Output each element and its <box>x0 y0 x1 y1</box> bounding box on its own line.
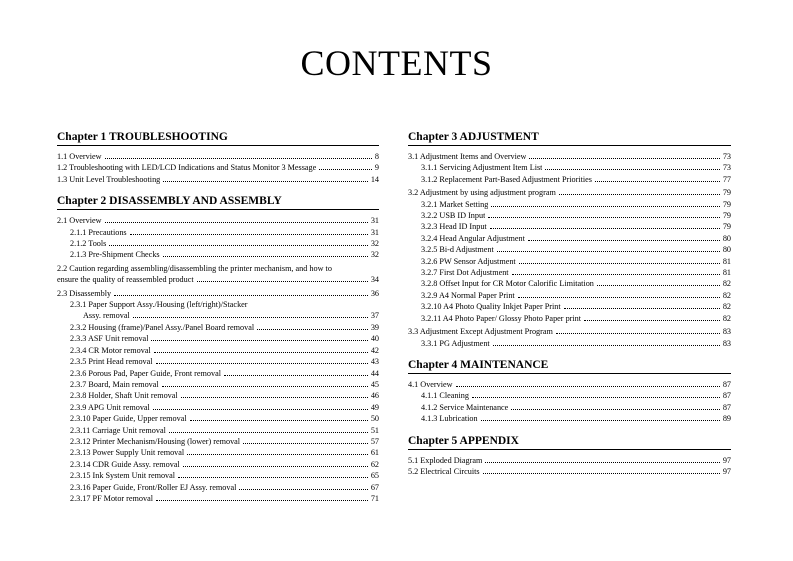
leader-dots <box>597 279 720 286</box>
toc-entry[interactable] <box>408 151 731 162</box>
toc-subentry[interactable] <box>57 333 379 344</box>
toc-entry-page: 80 <box>722 233 731 243</box>
toc-entry-label: 4.1 Overview <box>408 379 453 389</box>
toc-subentry[interactable] <box>408 210 731 221</box>
toc-entry[interactable] <box>57 174 379 185</box>
toc-entry[interactable] <box>408 326 731 337</box>
toc-entry-page: 34 <box>370 275 379 285</box>
leader-dots <box>257 323 368 330</box>
leader-dots <box>183 460 368 467</box>
toc-entry-label: 2.3 Disassembly <box>57 288 112 298</box>
toc-entry-label: 2.3.11 Carriage Unit removal <box>70 425 166 435</box>
toc-subentry[interactable] <box>57 379 379 390</box>
toc-entry-page: 89 <box>722 414 731 424</box>
toc-subentry[interactable] <box>57 413 379 424</box>
leader-dots <box>153 403 368 410</box>
chapter-1-heading[interactable]: Chapter 1 TROUBLESHOOTING <box>57 130 379 146</box>
leader-dots <box>197 275 368 282</box>
toc-right-column <box>408 130 731 477</box>
toc-entry-label: 5.2 Electrical Circuits <box>408 466 480 476</box>
leader-dots <box>518 291 720 298</box>
leader-dots <box>105 152 372 159</box>
toc-subentry[interactable] <box>57 322 379 333</box>
toc-entry-page: 73 <box>722 163 731 173</box>
leader-dots <box>490 222 720 229</box>
toc-entry-label: 3.3.1 PG Adjustment <box>421 338 490 348</box>
toc-subentry[interactable] <box>408 313 731 324</box>
toc-entry-label: 2.3.15 Ink System Unit removal <box>70 471 176 481</box>
leader-dots <box>584 314 720 321</box>
toc-entry-label: 2.1.1 Precautions <box>70 227 127 237</box>
toc-subentry[interactable] <box>408 278 731 289</box>
toc-subentry[interactable] <box>57 249 379 260</box>
toc-entry-page: 45 <box>370 379 379 389</box>
toc-entry-label: 4.1.3 Lubrication <box>421 414 478 424</box>
toc-entry-page: 46 <box>370 391 379 401</box>
toc-entry-label: 3.2.3 Head ID Input <box>421 222 487 232</box>
toc-entry-label: 3.2.11 A4 Photo Paper/ Glossy Photo Paper print <box>421 313 582 323</box>
toc-subentry[interactable] <box>408 162 731 173</box>
toc-entry-page: 36 <box>370 288 379 298</box>
toc-entry-label: 3.1.2 Replacement Part-Based Adjustment Priorities <box>421 174 592 184</box>
toc-entry-page: 31 <box>370 227 379 237</box>
toc-entry-page: 87 <box>722 391 731 401</box>
chapter-1-entries <box>57 151 379 185</box>
toc-subentry[interactable] <box>408 256 731 267</box>
toc-entry-page: 81 <box>722 256 731 266</box>
leader-dots <box>559 188 720 195</box>
toc-entry[interactable] <box>57 151 379 162</box>
toc-entry-label: 3.2.2 USB ID Input <box>421 211 486 221</box>
leader-dots <box>105 216 368 223</box>
leader-dots <box>491 200 720 207</box>
toc-entry-page: 97 <box>722 466 731 476</box>
toc-entry-label: 2.1 Overview <box>57 216 102 226</box>
toc-entry-label: 2.1.3 Pre-Shipment Checks <box>70 250 160 260</box>
leader-dots <box>481 414 720 421</box>
toc-subentry[interactable] <box>57 402 379 413</box>
leader-dots <box>169 426 368 433</box>
leader-dots <box>512 268 720 275</box>
toc-entry-page: 37 <box>370 311 379 321</box>
toc-subentry[interactable] <box>57 459 379 470</box>
toc-subentry[interactable] <box>408 221 731 232</box>
toc-entry-page: 61 <box>370 448 379 458</box>
toc-entry-page: 8 <box>374 152 379 161</box>
toc-subentry[interactable] <box>57 493 379 504</box>
toc-entry-page: 40 <box>370 334 379 344</box>
chapter-5-entries <box>408 455 731 478</box>
toc-entry-label: 2.3.2 Housing (frame)/Panel Assy./Panel Board removal <box>70 322 255 332</box>
leader-dots <box>564 302 720 309</box>
toc-subentry[interactable] <box>57 238 379 249</box>
toc-subentry[interactable] <box>408 402 731 413</box>
toc-entry-page: 14 <box>370 174 379 184</box>
toc-entry-label: 2.3.8 Holder, Shaft Unit removal <box>70 391 178 401</box>
leader-dots <box>190 414 368 421</box>
toc-entry-page: 67 <box>370 482 379 492</box>
toc-entry-wrapped-line-1[interactable] <box>57 263 379 274</box>
toc-entry-page: 50 <box>370 414 379 424</box>
chapter-4-heading[interactable]: Chapter 4 MAINTENANCE <box>408 358 731 374</box>
leader-dots <box>545 163 719 170</box>
toc-entry-label: 2.3.17 PF Motor removal <box>70 493 154 503</box>
toc-entry-page: 49 <box>370 402 379 412</box>
leader-dots <box>156 357 368 364</box>
toc-entry-label: 2.3.13 Power Supply Unit removal <box>70 448 185 458</box>
leader-dots <box>187 448 368 455</box>
leader-dots <box>133 311 368 318</box>
leader-dots <box>556 327 720 334</box>
toc-entry[interactable] <box>408 455 731 466</box>
leader-dots <box>181 391 368 398</box>
toc-entry-label: ensure the quality of reassembled product <box>57 275 194 285</box>
toc-entry[interactable] <box>57 215 379 226</box>
toc-subentry[interactable] <box>57 482 379 493</box>
toc-subentry[interactable] <box>408 413 731 424</box>
toc-subentry[interactable] <box>408 267 731 278</box>
toc-entry-page: 79 <box>722 222 731 232</box>
leader-dots <box>163 250 368 257</box>
toc-entry-page: 39 <box>370 322 379 332</box>
toc-entry-page: 82 <box>722 290 731 300</box>
leader-dots <box>224 369 368 376</box>
toc-entry-label: 2.3.5 Print Head removal <box>70 357 153 367</box>
toc-entry-page: 79 <box>722 211 731 221</box>
leader-dots <box>483 467 720 474</box>
toc-subentry[interactable] <box>57 368 379 379</box>
toc-entry-label: 5.1 Exploded Diagram <box>408 455 483 465</box>
toc-entry-page: 79 <box>722 188 731 198</box>
toc-entry-page: 83 <box>722 327 731 337</box>
chapter-3-heading[interactable]: Chapter 3 ADJUSTMENT <box>408 130 731 146</box>
toc-subentry[interactable] <box>408 199 731 210</box>
leader-dots <box>319 163 372 170</box>
toc-entry-label: 1.2 Troubleshooting with LED/LCD Indications and Status Monitor 3 Message <box>57 163 317 173</box>
chapter-3-entries <box>408 151 731 349</box>
toc-entry-label: Assy. removal <box>83 311 130 321</box>
toc-entry-label: 2.3.14 CDR Guide Assy. removal <box>70 459 180 469</box>
toc-entry-page: 81 <box>722 268 731 278</box>
toc-entry-label: 3.1.1 Servicing Adjustment Item List <box>421 163 543 173</box>
toc-entry-label: 3.2 Adjustment by using adjustment program <box>408 188 556 198</box>
toc-entry-label: 2.3.6 Porous Pad, Paper Guide, Front removal <box>70 368 221 378</box>
toc-entry-label: 3.2.4 Head Angular Adjustment <box>421 233 525 243</box>
leader-dots <box>130 228 368 235</box>
chapter-2-heading[interactable]: Chapter 2 DISASSEMBLY AND ASSEMBLY <box>57 194 379 210</box>
toc-entry-label: 1.1 Overview <box>57 152 102 161</box>
toc-entry-page: 97 <box>722 455 731 465</box>
toc-entry-wrapped-line-2[interactable] <box>57 274 379 285</box>
toc-entry[interactable] <box>408 187 731 198</box>
toc-entry-label: 3.2.1 Market Setting <box>421 199 489 209</box>
toc-subentry[interactable] <box>408 233 731 244</box>
leader-dots <box>154 346 368 353</box>
toc-entry[interactable] <box>408 379 731 390</box>
leader-dots <box>178 471 368 478</box>
toc-entry-label: 3.2.8 Offset Input for CR Motor Calorific Limitation <box>421 279 594 289</box>
toc-entry-page: 73 <box>722 152 731 161</box>
leader-dots <box>529 152 719 159</box>
toc-entry-label: 3.2.5 Bi-d Adjustment <box>421 245 494 255</box>
chapter-4-entries <box>408 379 731 425</box>
toc-entry[interactable] <box>408 466 731 477</box>
toc-left-column <box>57 130 379 504</box>
toc-entry-label: 3.2.9 A4 Normal Paper Print <box>421 290 515 300</box>
toc-entry-page: 82 <box>722 302 731 312</box>
leader-dots <box>497 245 720 252</box>
toc-subentry[interactable] <box>57 356 379 367</box>
toc-subentry[interactable] <box>408 174 731 185</box>
toc-entry-label: 4.1.2 Service Maintenance <box>421 402 509 412</box>
toc-entry-page: 71 <box>370 493 379 503</box>
toc-entry-label: 2.3.7 Board, Main removal <box>70 379 159 389</box>
toc-subentry[interactable] <box>57 390 379 401</box>
toc-entry-page: 82 <box>722 279 731 289</box>
leader-dots <box>595 175 720 182</box>
leader-dots <box>114 289 368 296</box>
leader-dots <box>519 257 720 264</box>
toc-entry-page: 9 <box>374 163 379 173</box>
toc-entry-label: 2.3.4 CR Motor removal <box>70 345 151 355</box>
toc-entry-page: 80 <box>722 245 731 255</box>
toc-entry-page: 82 <box>722 313 731 323</box>
toc-entry-page: 79 <box>722 199 731 209</box>
toc-entry[interactable] <box>57 162 379 173</box>
leader-dots <box>162 380 368 387</box>
toc-entry-page: 87 <box>722 379 731 389</box>
toc-entry-label: 3.3 Adjustment Except Adjustment Program <box>408 327 553 337</box>
leader-dots <box>456 380 720 387</box>
leader-dots <box>511 403 720 410</box>
toc-entry-page: 51 <box>370 425 379 435</box>
toc-subentry[interactable] <box>57 345 379 356</box>
toc-subentry[interactable] <box>57 425 379 436</box>
toc-entry-label: 3.2.7 First Dot Adjustment <box>421 268 509 278</box>
toc-entry-page: 57 <box>370 436 379 446</box>
leader-dots <box>528 234 720 241</box>
toc-subentry[interactable] <box>57 436 379 447</box>
toc-entry[interactable] <box>57 288 379 299</box>
chapter-5-heading[interactable]: Chapter 5 APPENDIX <box>408 434 731 450</box>
toc-entry-page: 87 <box>722 402 731 412</box>
toc-entry-page: 83 <box>722 338 731 348</box>
toc-entry-page: 42 <box>370 345 379 355</box>
leader-dots <box>488 211 719 218</box>
toc-entry-label: 3.1 Adjustment Items and Overview <box>408 152 527 161</box>
toc-entry-label: 3.2.10 A4 Photo Quality Inkjet Paper Print <box>421 302 561 312</box>
toc-subentry[interactable] <box>408 390 731 401</box>
toc-subentry-wrapped-line-1[interactable] <box>57 299 379 310</box>
leader-dots <box>493 339 720 346</box>
toc-entry-label: 2.3.16 Paper Guide, Front/Roller EJ Assy. removal <box>70 482 237 492</box>
toc-entry-label: 2.2 Caution regarding assembling/disassembling the printer mechanism, and how to <box>57 263 332 273</box>
toc-subentry-wrapped-line-2[interactable] <box>57 310 379 321</box>
toc-entry-page: 32 <box>370 250 379 260</box>
toc-entry-label: 1.3 Unit Level Troubleshooting <box>57 174 161 184</box>
toc-entry-page: 44 <box>370 368 379 378</box>
toc-entry-label: 2.3.9 APG Unit removal <box>70 402 150 412</box>
toc-subentry[interactable] <box>408 338 731 349</box>
leader-dots <box>163 175 368 182</box>
toc-subentry[interactable] <box>408 301 731 312</box>
toc-entry-page: 62 <box>370 459 379 469</box>
leader-dots <box>239 483 367 490</box>
leader-dots <box>243 437 368 444</box>
chapter-2-entries <box>57 215 379 504</box>
toc-entry-label: 3.2.6 PW Sensor Adjustment <box>421 256 516 266</box>
toc-subentry[interactable] <box>408 244 731 255</box>
toc-subentry[interactable] <box>57 470 379 481</box>
leader-dots <box>472 391 720 398</box>
toc-subentry[interactable] <box>57 227 379 238</box>
toc-entry-page: 31 <box>370 216 379 226</box>
toc-subentry[interactable] <box>408 290 731 301</box>
leader-dots <box>109 239 367 246</box>
toc-entry-page: 77 <box>722 174 731 184</box>
leader-dots <box>156 494 368 501</box>
page-title: CONTENTS <box>300 43 493 83</box>
toc-entry-page: 65 <box>370 471 379 481</box>
toc-entry-label: 2.3.3 ASF Unit removal <box>70 334 149 344</box>
toc-entry-label: 2.3.1 Paper Support Assy./Housing (left/right)/Stacker <box>70 300 248 310</box>
toc-entry-label: 2.3.10 Paper Guide, Upper removal <box>70 414 187 424</box>
toc-entry-label: 4.1.1 Cleaning <box>421 391 469 401</box>
toc-entry-page: 32 <box>370 239 379 249</box>
leader-dots <box>151 334 367 341</box>
leader-dots <box>485 456 719 463</box>
toc-entry-label: 2.1.2 Tools <box>70 239 107 249</box>
toc-entry-label: 2.3.12 Printer Mechanism/Housing (lower) removal <box>70 436 241 446</box>
toc-subentry[interactable] <box>57 447 379 458</box>
toc-entry-page: 43 <box>370 357 379 367</box>
